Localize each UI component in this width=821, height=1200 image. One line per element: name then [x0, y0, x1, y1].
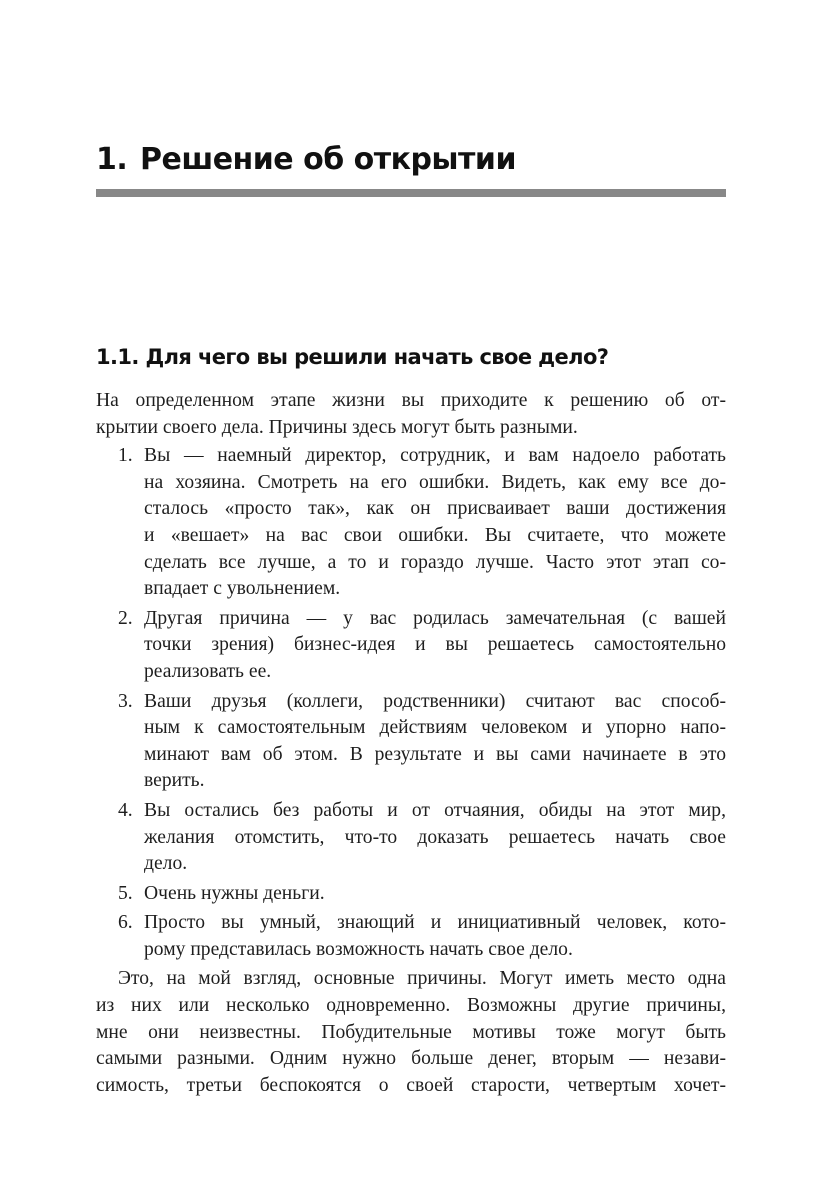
text-line: точки зрения) бизнес-идея и вы решаетесь самостоятельно: [144, 634, 726, 656]
text-line: ным к самостоятельным действиям человеком и упорно напо-: [144, 717, 726, 739]
list-item: [96, 443, 726, 603]
text-line: Вы остались без работы и от отчаяния, обиды на этот мир,: [144, 799, 726, 821]
chapter-title-text: Решение об открытии: [140, 142, 516, 177]
text-line: симость, третьи беспокоятся о своей старости, четвертым хочет-: [96, 1074, 726, 1096]
section-heading: 1.1. Для чего вы решили начать свое дело?: [96, 345, 609, 369]
text-line: реализовать ее.: [144, 660, 272, 682]
list-item: [96, 798, 726, 878]
text-line: Просто вы умный, знающий и инициативный человек, кото-: [144, 912, 726, 934]
chapter-title: [96, 140, 726, 180]
text-line: на хозяина. Смотреть на его ошибки. Видеть, как ему все до-: [144, 471, 726, 493]
list-item: [96, 910, 726, 963]
text-line: сталось «просто так», как он присваивает ваши достижения: [144, 498, 726, 520]
text-line: самыми разными. Одним нужно больше денег, вторым — незави-: [96, 1048, 726, 1070]
text-line: На определенном этапе жизни вы приходите к решению об от-: [96, 390, 726, 411]
text-line: рому представилась возможность начать свое дело.: [144, 938, 573, 960]
text-line: и «вешает» на вас свои ошибки. Вы считаете, что можете: [144, 524, 726, 546]
text-line: мне они неизвестны. Побудительные мотивы тоже могут быть: [96, 1021, 726, 1043]
chapter-rule-divider: [96, 189, 726, 197]
text-line: минают вам об этом. В результате и вы сами начинаете в это: [144, 743, 726, 765]
list-item: [96, 606, 726, 686]
text-line: дело.: [144, 853, 188, 875]
text-line: Другая причина — у вас родилась замечательная (с вашей: [144, 607, 726, 629]
text-line: желания отомстить, что-то доказать решаетесь начать свое: [144, 826, 726, 848]
list-item: [96, 689, 726, 795]
reasons-list: [96, 443, 726, 963]
list-marker: 5.: [118, 882, 133, 904]
text-line: из них или несколько одновременно. Возможны другие причины,: [96, 995, 726, 1017]
list-marker: 4.: [118, 799, 133, 821]
list-marker: 3.: [118, 690, 133, 712]
text-line: Это, на мой взгляд, основные причины. Могут иметь место одна: [118, 968, 726, 990]
list-marker: 2.: [118, 607, 133, 629]
text-line: Очень нужны деньги.: [144, 882, 325, 904]
text-line: Ваши друзья (коллеги, родственники) считают вас способ-: [144, 690, 726, 712]
text-line: сделать все лучше, а то и гораздо лучше. Часто этот этап со-: [144, 551, 726, 573]
list-marker: 6.: [118, 912, 133, 934]
list-marker: 1.: [118, 445, 133, 467]
intro-paragraph: [96, 388, 726, 441]
text-line: крытии своего дела. Причины здесь могут быть разными.: [96, 416, 578, 438]
text-line: впадает с увольнением.: [144, 578, 341, 600]
conclusion-paragraph: [96, 966, 726, 1099]
text-line: верить.: [144, 770, 205, 792]
text-line: Вы — наемный директор, сотрудник, и вам надоело работать: [144, 445, 726, 467]
chapter-number: 1.: [96, 142, 128, 177]
list-item: [96, 881, 726, 908]
body-text: [96, 388, 726, 1099]
